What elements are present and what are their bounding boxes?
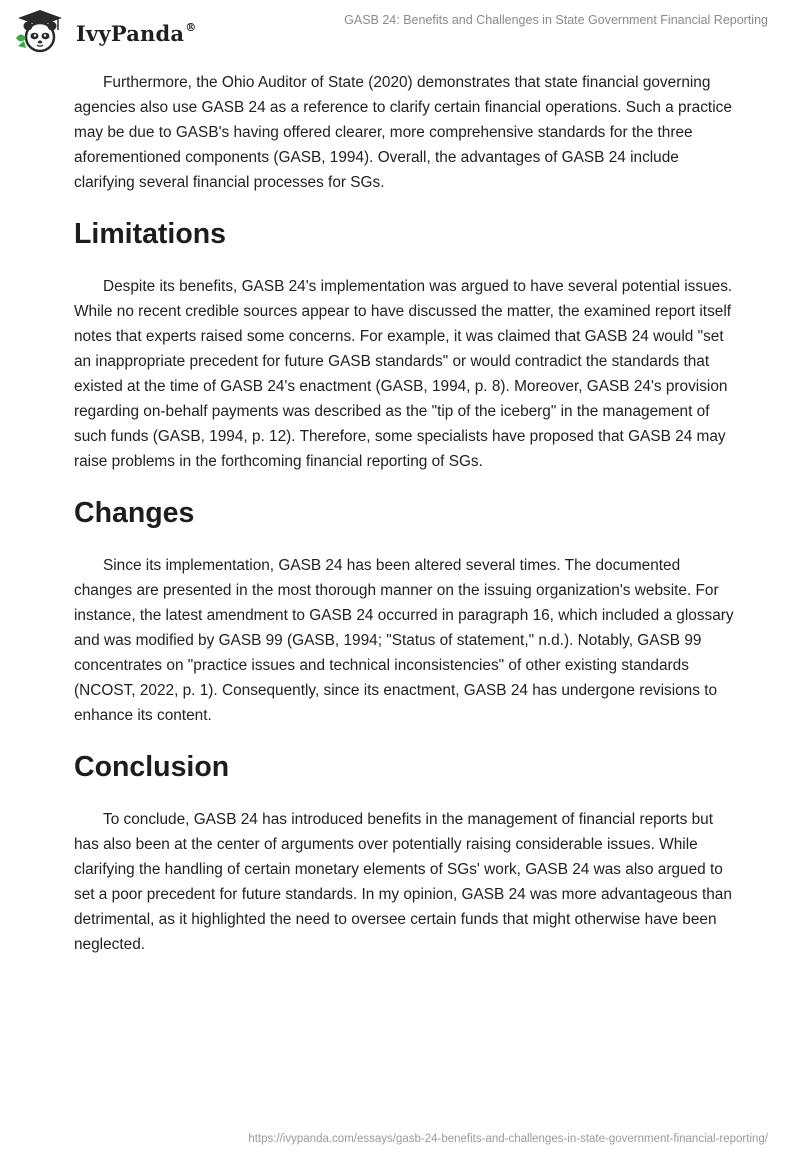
- section-paragraph-changes: Since its implementation, GASB 24 has been altered several times. The documented changes are presented in the most thorough manner on the issuing organization's website. For instance, the latest amendment to GASB 24 occurred in paragraph 16, which included a glossary and was modified by GASB 99 (GASB, 1994; "Status of statement," n.d.). Notably, GASB 99 concentrates on "practice issues and technical inconsistencies" of other existing standards (NCOST, 2022, p. 1). Consequently, since its enactment, GASB 24 has undergone revisions to enhance its content.: [74, 557, 734, 724]
- intro-paragraph: Furthermore, the Ohio Auditor of State (2020) demonstrates that state financial governing agencies also use GASB 24 as a reference to clarify certain financial operations. Such a practice may be due to GASB's having offered clearer, more comprehensive standards for the three aforementioned components (GASB, 1994). Overall, the advantages of GASB 24 include clarifying several financial processes for SGs.: [74, 74, 732, 191]
- section-heading-limitations: Limitations: [74, 218, 227, 250]
- document-title: GASB 24: Benefits and Challenges in State Government Financial Reporting: [344, 13, 768, 27]
- source-url-link[interactable]: https://ivypanda.com/essays/gasb-24-benefits-and-challenges-in-state-government-financial-reporting/: [248, 1133, 768, 1145]
- section-paragraph-limitations: Despite its benefits, GASB 24's implementation was argued to have several potential issues. While no recent credible sources appear to have discussed the matter, the examined report itself notes that experts raised some concerns. For example, it was claimed that GASB 24 would "set an inappropriate precedent for future GASB standards" or would contradict the standards that existed at the time of GASB 24's enactment (GASB, 1994, p. 8). Moreover, GASB 24's provision regarding on-behalf payments was described as the "tip of the iceberg" in the management of such funds (GASB, 1994, p. 12). Therefore, some specialists have proposed that GASB 24 may raise problems in the forthcoming financial reporting of SGs.: [74, 278, 733, 470]
- section-paragraph-conclusion: To conclude, GASB 24 has introduced benefits in the management of financial reports but has also been at the center of arguments over potentially raising considerable issues. While clarifying the handling of certain monetary elements of SGs' work, GASB 24 was also argued to set a poor precedent for future standards. In my opinion, GASB 24 was more advantageous than detrimental, as it highlighted the need to oversee certain funds that might otherwise have been neglected.: [74, 811, 732, 953]
- logo-wordmark: IvyPanda®: [76, 20, 197, 46]
- section-heading-changes: Changes: [74, 497, 195, 529]
- essay-body: [74, 70, 734, 976]
- page-header: [0, 0, 800, 64]
- ivypanda-logo[interactable]: [14, 8, 196, 54]
- section-heading-conclusion: Conclusion: [74, 751, 230, 783]
- panda-graduate-icon: [14, 8, 66, 54]
